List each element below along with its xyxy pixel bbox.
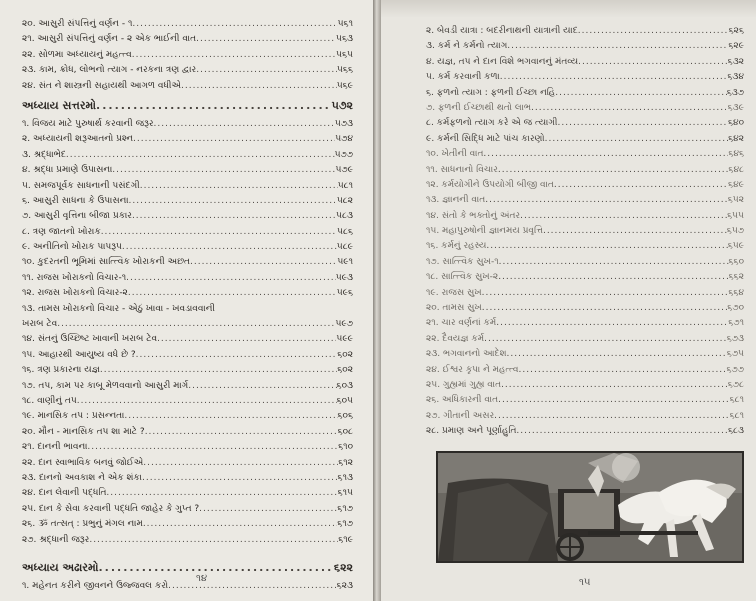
toc-entry-page: ૫૮૩ xyxy=(336,211,353,222)
toc-entry-17-14 xyxy=(22,317,353,332)
toc-entry-page: ૬૫૯ xyxy=(727,241,744,252)
toc-entry-title: ૧૮. સાત્ત્વિક સુખ-૨ xyxy=(426,272,499,283)
book-gutter xyxy=(373,0,381,601)
toc-entry-17-9 xyxy=(22,240,353,255)
toc-entry-page: ૬૨૩ xyxy=(336,580,353,591)
toc-entry-title: ૨૧. દાનની ભાવના xyxy=(22,442,88,453)
toc-leader-dots xyxy=(77,394,337,409)
toc-entry-18-cont-10 xyxy=(426,163,744,178)
toc-entry-page: ૬૧૯ xyxy=(338,534,353,545)
toc-entry-title: ૧૫. આહારથી આયુષ્ય વધે છે ? xyxy=(22,349,136,360)
toc-entry-title: ૧૫. મહાપુરુષોની જ્ઞાનમય પ્રવૃત્તિ xyxy=(426,226,543,237)
toc-entry-18-cont-16 xyxy=(426,255,744,270)
toc-leader-dots xyxy=(126,271,336,286)
toc-entry-title: ૨. બેવડી યાત્રા : બદરીનાથની યાત્રાની યાદ xyxy=(426,26,578,36)
toc-entry-title: ૮. કર્મફળનો ત્યાગ કરે એ જ ત્યાગી xyxy=(426,118,558,129)
toc-entry-18-cont-1 xyxy=(426,24,744,39)
toc-leader-dots xyxy=(136,348,338,363)
toc-leader-dots xyxy=(558,116,728,131)
toc-entry-page: ૬૮૧ xyxy=(729,395,744,406)
toc-entry-18-cont-20 xyxy=(426,316,744,331)
toc-leader-dots xyxy=(578,24,729,39)
toc-leader-dots xyxy=(157,332,336,347)
toc-entry-title: ૨૮. પ્રમાણ અને પૂર્ણાહુતિ xyxy=(426,426,517,437)
toc-entry-17-25 xyxy=(22,486,353,501)
toc-leader-dots xyxy=(188,379,336,394)
toc-leader-dots xyxy=(129,194,337,209)
toc-entry-page: ૬૭૭ xyxy=(726,364,744,375)
toc-entry-page: ૫૮૯ xyxy=(336,242,353,253)
toc-entry-title: ૨૪. સંત ને શાસ્ત્રની સહાયથી આગળ વધીએ xyxy=(22,80,181,91)
toc-entry-page: ૬૭૦ xyxy=(727,303,744,314)
toc-leader-dots xyxy=(531,101,728,116)
toc-entry-page: ૬૨૬ xyxy=(728,26,744,36)
toc-entry-page: ૬૦૨ xyxy=(337,365,353,376)
toc-entry-page: ૫૯૩ xyxy=(335,272,353,283)
toc-entry-page: ૬૮૧ xyxy=(729,410,744,421)
toc-entry-16-4 xyxy=(22,63,353,78)
toc-entry-title: ૧૦. ખેતીની વાત xyxy=(426,149,484,160)
toc-entry-title: ૨૫. દાન કે સેવા કરવાની પદ્ધતિ જાહેર કે ગુપ્ત ? xyxy=(22,503,200,514)
toc-entry-page: ૫૮૧ xyxy=(337,180,353,191)
toc-entry-18-cont-12 xyxy=(426,193,744,208)
toc-leader-dots xyxy=(89,533,338,548)
toc-entry-17-28 xyxy=(22,533,353,548)
toc-entry-page: ૫૭૪ xyxy=(335,134,353,145)
toc-entry-17-23 xyxy=(22,456,353,471)
toc-entry-17-22 xyxy=(22,440,353,455)
toc-entry-title: ખરાબ ટેવ xyxy=(22,319,58,330)
toc-entry-title: ૧૧. સાધનાનો વિચાર xyxy=(426,164,498,175)
toc-entry-title: ૧૨. રાજસ ખોરાકનો વિચાર-૨ xyxy=(22,288,128,299)
toc-entry-title: ૨૧. ચાર વર્ણનાં કર્મ xyxy=(426,318,497,329)
toc-leader-dots xyxy=(112,163,335,178)
toc-entry-18-cont-4 xyxy=(426,70,744,85)
toc-entry-page: ૬૧૨ xyxy=(338,457,353,468)
toc-entry-title: ૭. ફળની ઈચ્છાથી થતો લાભ xyxy=(426,102,532,113)
toc-leader-dots xyxy=(128,286,337,301)
toc-entry-title: ૨૩. ભગવાનનો આદેશ xyxy=(426,349,507,360)
toc-leader-dots xyxy=(100,363,337,378)
toc-leader-dots xyxy=(501,378,728,393)
toc-entry-18-cont-27 xyxy=(426,424,744,439)
toc-leader-dots xyxy=(543,224,727,239)
toc-entry-page: ૫૮૬ xyxy=(337,226,353,237)
toc-entry-page: ૫૭૯ xyxy=(335,165,353,176)
toc-entry-17-19 xyxy=(22,394,353,409)
toc-entry-title: ૬. ફળનો ત્યાગ : ફળની ઈચ્છા નહિ xyxy=(426,87,556,98)
toc-entry-title: ૧. મહેનત કરીને જીવનને ઉજ્જવલ કરો xyxy=(22,580,169,591)
toc-leader-dots xyxy=(124,409,337,424)
toc-entry-title: ૧૩. જ્ઞાનની વાત xyxy=(426,195,486,206)
toc-entry-17-3 xyxy=(22,148,353,163)
toc-entry-page: ૫૭૭ xyxy=(334,149,353,160)
toc-entry-18-cont-7 xyxy=(426,116,744,131)
toc-entry-page: ૫૬૩ xyxy=(336,34,353,45)
toc-entry-16-3 xyxy=(22,48,353,63)
toc-entry-page: ૬૦૬ xyxy=(337,411,353,422)
toc-entry-page: ૬૩૪ xyxy=(727,72,744,83)
toc-entry-18-cont-17 xyxy=(426,270,744,285)
toc-entry-18-cont-3 xyxy=(426,55,744,70)
toc-entry-page: ૬૬૨ xyxy=(728,272,744,283)
toc-entry-18-cont-8 xyxy=(426,132,744,147)
toc-leader-dots xyxy=(57,317,335,332)
chariot-illustration xyxy=(436,451,744,563)
toc-entry-title: ૧૯. માનસિક તપ : પ્રસન્નતા xyxy=(22,411,125,422)
toc-entry-17-8 xyxy=(22,225,353,240)
toc-entry-17-12 xyxy=(22,286,353,301)
toc-entry-title: ૨૦. તામસ સુખ xyxy=(426,303,482,314)
toc-entry-18-cont-25 xyxy=(426,393,744,408)
toc-entry-17-13 xyxy=(22,302,353,317)
toc-entry-18-cont-26 xyxy=(426,409,744,424)
toc-leader-dots xyxy=(486,239,727,254)
toc-entry-page: ૬૨૯ xyxy=(728,41,744,52)
toc-leader-dots xyxy=(199,502,337,517)
toc-entry-17-11 xyxy=(22,271,353,286)
toc-entry-page: ૬૪૨ xyxy=(728,133,744,144)
toc-entry-title: ૧૨. કર્મયોગીને ઉપયોગી બીજી વાત xyxy=(426,179,554,190)
toc-entry-title: ૧૮. વાણીનું તપ xyxy=(22,395,77,406)
toc-entry-page: ૬૭૧ xyxy=(728,318,744,329)
toc-leader-dots xyxy=(66,148,335,163)
toc-entry-title: ૧૩. તામસ ખોરાકનો વિચાર - એઠું ખાવા - ખવડાવવાની xyxy=(22,303,215,314)
toc-entry-page: ૫૬૬ xyxy=(337,65,353,76)
toc-leader-dots xyxy=(196,63,337,78)
toc-entry-18-cont-18 xyxy=(426,286,744,301)
toc-leader-dots xyxy=(132,17,337,32)
toc-entry-page: ૬૦૮ xyxy=(337,426,353,437)
toc-leader-dots xyxy=(143,456,338,471)
toc-entry-page: ૫૯૬ xyxy=(336,288,353,299)
toc-entry-title: ૨૦. મૌન - માનસિક તપ શા માટે ? xyxy=(22,426,145,437)
toc-entry-page: ૬૭૮ xyxy=(727,379,744,390)
toc-entry-title: ૫. કર્મ કરવાની કળા xyxy=(426,72,500,83)
toc-entry-title: ૨૨. દાન સ્વાભાવિક બનવું જોઈએ xyxy=(22,457,144,468)
toc-leader-dots xyxy=(555,86,726,101)
toc-entry-title: ૧૪. સંતો કે ભક્તોનું અંતર xyxy=(426,210,521,221)
toc-leader-dots xyxy=(507,39,728,54)
toc-entry-17-15 xyxy=(22,332,353,347)
toc-leader-dots xyxy=(498,270,728,285)
toc-entry-page: ૬૪૮ xyxy=(728,164,744,175)
left-page-number: ૧૪ xyxy=(196,573,208,584)
toc-leader-dots xyxy=(122,240,337,255)
toc-entry-page: ૬૦૩ xyxy=(336,380,353,391)
page-top-shadow xyxy=(381,0,756,18)
toc-entry-page: ૬૩૭ xyxy=(726,87,744,98)
toc-entry-page: ૬૬૦ xyxy=(728,256,744,267)
toc-leader-dots xyxy=(106,486,337,501)
toc-entry-18-cont-21 xyxy=(426,332,744,347)
toc-entry-18-cont-6 xyxy=(426,101,744,116)
toc-leader-dots xyxy=(484,332,727,347)
toc-entry-18-cont-14 xyxy=(426,224,744,239)
toc-entry-page: ૬૪૦ xyxy=(727,118,744,129)
toc-entry-16-5 xyxy=(22,79,353,94)
toc-entry-18-cont-19 xyxy=(426,301,744,316)
left-page xyxy=(0,0,373,601)
toc-entry-18-1 xyxy=(22,579,353,594)
toc-entry-page: ૬૭૩ xyxy=(726,333,744,344)
toc-entry-page: ૫૬૫ xyxy=(336,49,353,60)
toc-leader-dots xyxy=(132,48,336,63)
toc-leader-dots xyxy=(483,147,728,162)
toc-entry-page: ૬૪૯ xyxy=(728,179,744,190)
toc-entry-17-7 xyxy=(22,209,353,224)
toc-entry-17-21 xyxy=(22,425,353,440)
toc-entry-17-6 xyxy=(22,194,353,209)
toc-entry-page: ૫૬૯ xyxy=(336,80,353,91)
toc-leader-dots xyxy=(181,79,337,94)
toc-leader-dots xyxy=(516,424,728,439)
toc-leader-dots xyxy=(499,255,729,270)
toc-entry-17-18 xyxy=(22,379,353,394)
toc-entry-title: ૧૪. સંતનું ઉચ્છિષ્ટ ખાવાની ખરાબ ટેવ xyxy=(22,334,158,345)
toc-entry-18-cont-11 xyxy=(426,178,744,193)
toc-entry-page: ૫૭૩ xyxy=(334,118,353,129)
toc-entry-17-17 xyxy=(22,363,353,378)
toc-leader-dots xyxy=(132,209,336,224)
toc-entry-17-4 xyxy=(22,163,353,178)
toc-entry-title: ૨૬. ૐ તત્સત્ : પ્રભુનું મંગલ નામ xyxy=(22,519,143,530)
toc-leader-dots xyxy=(498,393,729,408)
toc-entry-title: ૪. યજ્ઞ, તપ ને દાન વિશે ભગવાનનું મંતવ્ય xyxy=(426,56,579,67)
toc-leader-dots xyxy=(190,255,337,270)
toc-entry-title: ૩. કર્મ ને કર્મનો ત્યાગ xyxy=(426,41,508,52)
toc-leader-dots xyxy=(507,347,727,362)
toc-entry-title: ૨૩. દાનનો અવકાશ ને એક શંકા xyxy=(22,472,142,483)
toc-entry-title: ૧૯. રાજસ સુખ xyxy=(426,287,482,298)
toc-leader-dots xyxy=(145,425,338,440)
toc-entry-page: ૬૫૫ xyxy=(727,210,744,221)
toc-entry-title: ૨૩. કામ, ક્રોધ, લોભનો ત્યાગ - નરકના ત્રણ દ્વાર xyxy=(22,65,197,76)
toc-entry-16-1 xyxy=(22,17,353,32)
toc-entry-17-24 xyxy=(22,471,353,486)
toc-entry-page: ૬૫૭ xyxy=(726,226,744,237)
toc-leader-dots xyxy=(154,117,335,132)
toc-leader-dots xyxy=(520,209,727,224)
toc-entry-title: ૨૬. અધિકારની વાત xyxy=(426,395,499,406)
toc-entry-title: ૯. કર્મની સિદ્ધિ માટે પાંચ કારણો xyxy=(426,133,545,144)
toc-entry-18-cont-22 xyxy=(426,347,744,362)
toc-leader-dots xyxy=(500,70,728,85)
toc-entry-page: ૬૧૫ xyxy=(337,488,353,499)
toc-entry-title: ૧૬. ત્રણ પ્રકારના યજ્ઞ xyxy=(22,365,100,376)
toc-leader-dots xyxy=(545,132,728,147)
toc-leader-dots xyxy=(140,179,338,194)
toc-entry-page: ૫૯૭ xyxy=(335,319,353,330)
toc-entry-title: ૧૧. રાજસ ખોરાકનો વિચાર-૧ xyxy=(22,272,127,283)
toc-leader-dots xyxy=(494,409,729,424)
toc-entry-title: ૨૭. શ્રદ્ધાની જરૂર xyxy=(22,534,90,545)
toc-entry-title: ૨૨. સોળમા અધ્યાયનું મહત્ત્વ xyxy=(22,49,132,60)
toc-entry-page: ૬૦૫ xyxy=(336,395,353,406)
toc-section-16-tail xyxy=(22,17,353,94)
toc-entry-title: ૨૨. દૈવયજ્ઞ કર્મ xyxy=(426,333,485,344)
toc-entry-18-cont-9 xyxy=(426,147,744,162)
toc-entry-18-cont-5 xyxy=(426,86,744,101)
toc-entry-17-2 xyxy=(22,132,353,147)
toc-leader-dots xyxy=(578,55,728,70)
toc-entry-17-26 xyxy=(22,502,353,517)
toc-entry-16-2 xyxy=(22,32,353,47)
toc-entry-page: ૬૫૨ xyxy=(727,195,744,206)
toc-entry-page: ૬૧૭ xyxy=(337,503,353,514)
toc-entry-page: ૬૪૬ xyxy=(728,149,744,160)
toc-entry-17-20 xyxy=(22,409,353,424)
toc-leader-dots xyxy=(143,517,337,532)
toc-entry-title: ૧૭. તપ, કામ પર કાબૂ મેળવવાનો આસુરી માર્ગ xyxy=(22,380,189,391)
toc-entry-title: ૫. સમજપૂર્વક સાધનાની પસંદગી xyxy=(22,180,140,191)
toc-entry-18-cont-13 xyxy=(426,209,744,224)
chapter-17-heading: અધ્યાય સત્તરમો ..... ૫૭૨ xyxy=(22,94,353,117)
toc-entry-page: ૬૦૨ xyxy=(337,349,353,360)
toc-section-18-start xyxy=(22,579,353,594)
toc-entry-page: ૫૯૯ xyxy=(336,334,353,345)
toc-entry-17-16 xyxy=(22,348,353,363)
toc-leader-dots xyxy=(87,440,338,455)
toc-entry-17-1 xyxy=(22,117,353,132)
toc-entry-page: ૬૬૪ xyxy=(728,287,744,298)
toc-entry-page: ૫૯૧ xyxy=(337,257,353,268)
toc-entry-page: ૬૩૨ xyxy=(727,56,744,67)
toc-entry-title: ૧૦. કુદરતની ભૂમિમાં સાત્ત્વિક ખોરાકની અછત xyxy=(22,257,190,268)
toc-entry-page: ૫૬૧ xyxy=(337,19,353,29)
toc-entry-title: ૬. આસુરી સાધના કે ઉપાસના xyxy=(22,195,129,206)
chariot-image xyxy=(438,453,742,561)
toc-leader-dots xyxy=(519,363,727,378)
toc-entry-page: ૬૮૩ xyxy=(728,426,744,437)
toc-leader-dots xyxy=(482,301,727,316)
toc-entry-title: ૩. શ્રદ્ધાભેદ xyxy=(22,149,66,160)
toc-entry-title: ૪. શ્રદ્ધા પ્રમાણે ઉપાસના xyxy=(22,165,113,176)
toc-entry-title: ૨. અધ્યાયની શરૂઆતનો પ્રશ્ન xyxy=(22,134,134,145)
toc-leader-dots xyxy=(485,193,728,208)
toc-entry-title: ૮. ત્રણ જાતનો ખોરાક xyxy=(22,226,101,237)
toc-leader-dots xyxy=(496,316,728,331)
toc-leader-dots xyxy=(133,132,335,147)
toc-leader-dots xyxy=(168,579,337,594)
toc-section-17 xyxy=(22,117,353,548)
toc-entry-title: ૨૪. દાન લેવાની પદ્ધતિ xyxy=(22,488,107,499)
toc-entry-page: ૬૭૫ xyxy=(726,349,744,360)
toc-leader-dots xyxy=(482,286,729,301)
right-page-number: ૧૫ xyxy=(579,577,591,588)
toc-entry-title: ૭. આસુરી વૃત્તિના બીજા પ્રકાર xyxy=(22,211,132,222)
toc-leader-dots xyxy=(101,225,337,240)
toc-leader-dots xyxy=(498,163,729,178)
toc-entry-title: ૨૪. ઈશ્વર કૃપા ને મહત્ત્વ xyxy=(426,364,519,375)
toc-entry-title: ૨૭. ગીતાની અસર xyxy=(426,410,495,421)
toc-entry-title: ૧૭. સાત્ત્વિક સુખ-૧ xyxy=(426,256,499,267)
toc-entry-title: ૧૬. કર્મનું રહસ્ય xyxy=(426,241,487,252)
toc-entry-title: ૨૫. ગુહ્યમાં ગુહ્ય વાત xyxy=(426,379,502,390)
toc-entry-17-5 xyxy=(22,179,353,194)
chapter-18-heading: અધ્યાય અઢારમો ..... ૬૨૨ xyxy=(22,556,353,579)
toc-section-18-cont xyxy=(426,24,744,440)
toc-leader-dots xyxy=(554,178,728,193)
toc-entry-page: ૫૮૨ xyxy=(336,195,353,206)
toc-entry-page: ૬૧૦ xyxy=(338,442,353,453)
toc-entry-18-cont-2 xyxy=(426,39,744,54)
toc-entry-18-cont-24 xyxy=(426,378,744,393)
toc-entry-title: ૧. વિજય માટે પુરુષાર્થ કરવાની જરૂર xyxy=(22,118,154,129)
toc-entry-18-cont-15 xyxy=(426,239,744,254)
toc-entry-page: ૬૧૩ xyxy=(337,472,353,483)
toc-entry-17-27 xyxy=(22,517,353,532)
toc-entry-18-cont-23 xyxy=(426,363,744,378)
toc-entry-title: ૯. અનીતિનો ખોરાક પાપરૂપ xyxy=(22,242,122,253)
toc-leader-dots xyxy=(142,471,338,486)
toc-entry-17-10 xyxy=(22,255,353,270)
toc-entry-title: ૨૧. આસુરી સંપત્તિનું વર્ણન - ૨ એક ભાઈની વાત xyxy=(22,34,197,45)
toc-entry-title: ૨૦. આસુરી સંપત્તિનું વર્ણન - ૧ xyxy=(22,19,133,29)
toc-leader-dots xyxy=(196,32,336,47)
toc-entry-page: ૬૩૯ xyxy=(727,102,744,113)
toc-entry-page: ૬૧૭ xyxy=(337,519,353,530)
